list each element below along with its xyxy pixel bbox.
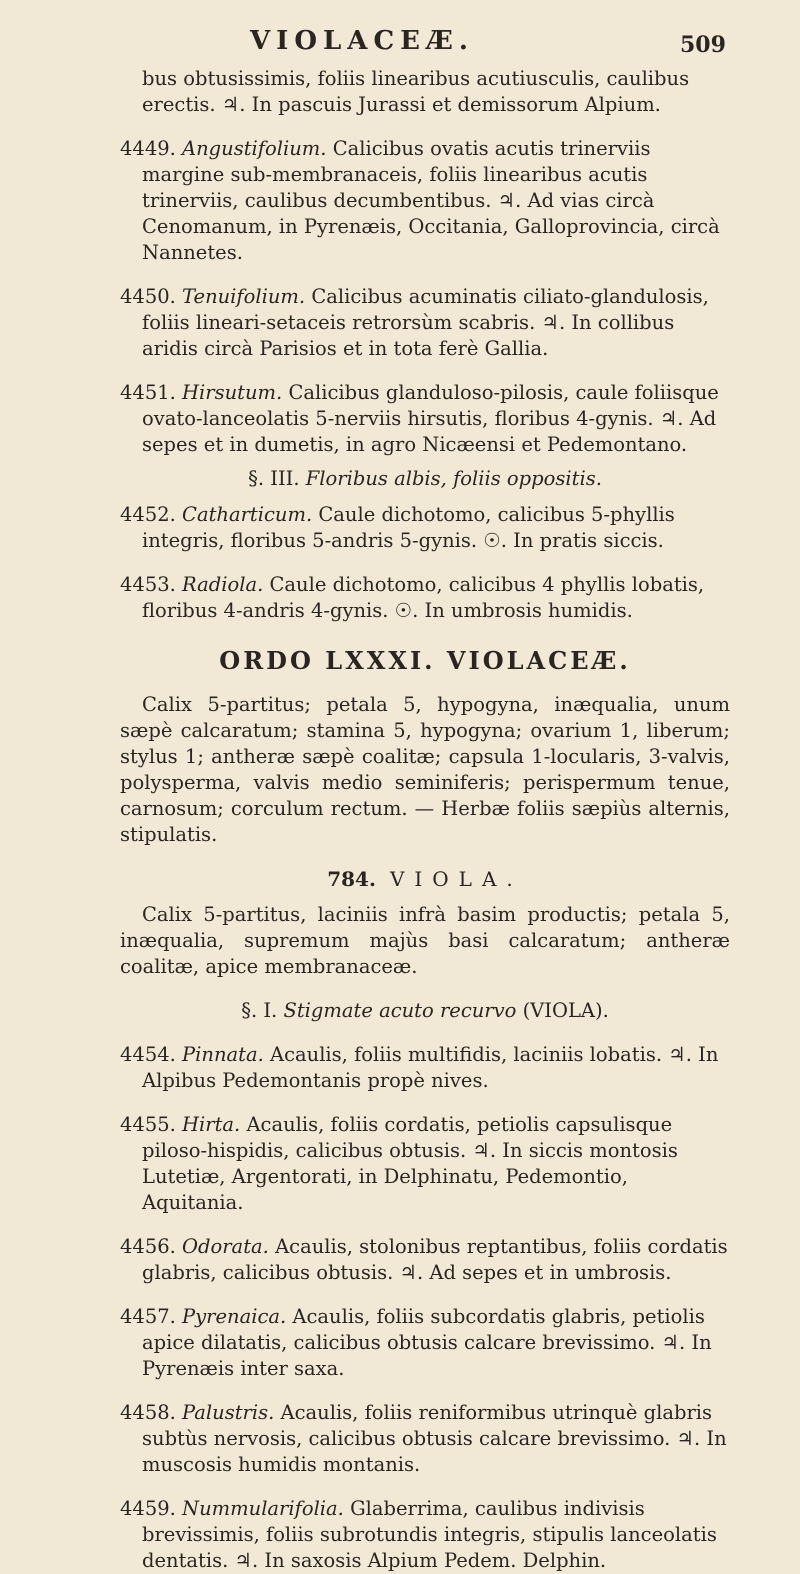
species-entry: 4455. Hirta. Acaulis, foliis cordatis, petiolis capsulisque piloso-hispidis, calicibus obtusis. ♃. In siccis montosis Lutetiæ, Argentorati, in Delphinatu, Pedemontio, Aquitania.: [120, 1113, 678, 1214]
species-entry: 4449. Angustifolium. Calicibus ovatis acutis trinerviis margine sub-membranaceis, foliis linearibus acutis trinerviis, caulibus decumbentibus. ♃. Ad vias circà Cenomanum, in Pyrenæis, Occitania, Galloprovincia, circà Nannetes.: [120, 137, 720, 264]
species-entry: 4459. Nummularifolia. Glaberrima, caulibus indivisis brevissimis, foliis subrotundis integris, stipulis lanceolatis dentatis. ♃. In saxosis Alpium Pedem. Delphin.: [120, 1497, 717, 1572]
entries-group-a: [120, 136, 730, 458]
species-entry: 4453. Radiola. Caule dichotomo, calicibus 4 phyllis lobatis, floribus 4-andris 4-gynis. ☉. In umbrosis humidis.: [120, 573, 705, 622]
entries-group-c: [120, 1042, 730, 1574]
species-entry: 4457. Pyrenaica. Acaulis, foliis subcordatis glabris, petiolis apice dilatatis, calicibus obtusis calcare brevissimo. ♃. In Pyrenæis inter saxa.: [120, 1305, 712, 1380]
species-entry: 4450. Tenuifolium. Calicibus acuminatis ciliato-glandulosis, foliis lineari-setaceis retrorsùm scabris. ♃. In collibus aridis circà Parisios et in tota ferè Gallia.: [120, 285, 709, 360]
species-entry: 4456. Odorata. Acaulis, stolonibus reptantibus, foliis cordatis glabris, calicibus obtusis. ♃. Ad sepes et in umbrosis.: [120, 1235, 728, 1284]
entries-group-b: [120, 502, 730, 624]
section-heading: §. I. Stigmate acuto recurvo (VIOLA).: [241, 999, 609, 1022]
genus-title: 784. VIOLA.: [327, 867, 523, 891]
species-entry: 4452. Catharticum. Caule dichotomo, calicibus 5-phyllis integris, floribus 5-andris 5-gynis. ☉. In pratis siccis.: [120, 503, 675, 552]
species-entry: 4454. Pinnata. Acaulis, foliis multifidis, laciniis lobatis. ♃. In Alpibus Pedemontanis propè nives.: [120, 1043, 719, 1092]
page-body: [120, 66, 730, 1574]
continuation-text: bus obtusissimis, foliis linearibus acutiusculis, caulibus erectis. ♃. In pascuis Jurassi et demissorum Alpium.: [142, 67, 690, 116]
page-number: 509: [680, 32, 726, 58]
order-title: ORDO LXXXI. VIOLACEÆ.: [219, 646, 631, 675]
page-header: [0, 26, 800, 66]
species-entry: 4451. Hirsutum. Calicibus glanduloso-pilosis, caule foliisque ovato-lanceolatis 5-nerviis hirsutis, floribus 4-gynis. ♃. Ad sepes et in dumetis, in agro Nicæensi et Pedemontano.: [120, 381, 719, 456]
genus-description: Calix 5-partitus, laciniis infrà basim productis; petala 5, inæqualia, supremum majùs basi calcaratum; antheræ coalitæ, apice membranaceæ.: [120, 903, 730, 978]
species-entry: 4458. Palustris. Acaulis, foliis reniformibus utrinquè glabris subtùs nervosis, calicibus obtusis calcare brevissimo. ♃. In muscosis humidis montanis.: [120, 1401, 727, 1476]
section-heading: §. III. Floribus albis, foliis oppositis.: [248, 467, 602, 490]
running-title: VIOLACEÆ.: [250, 26, 474, 56]
order-description: Calix 5-partitus; petala 5, hypogyna, inæqualia, unum sæpè calcaratum; stamina 5, hypogyna; ovarium 1, liberum; stylus 1; antheræ sæpè coalitæ; capsula 1-locularis, 3-valvis, polysperma, valvis medio seminiferis; perispermum tenue, carnosum; corculum rectum. — Herbæ foliis sæpiùs alternis, stipulatis.: [120, 693, 730, 846]
